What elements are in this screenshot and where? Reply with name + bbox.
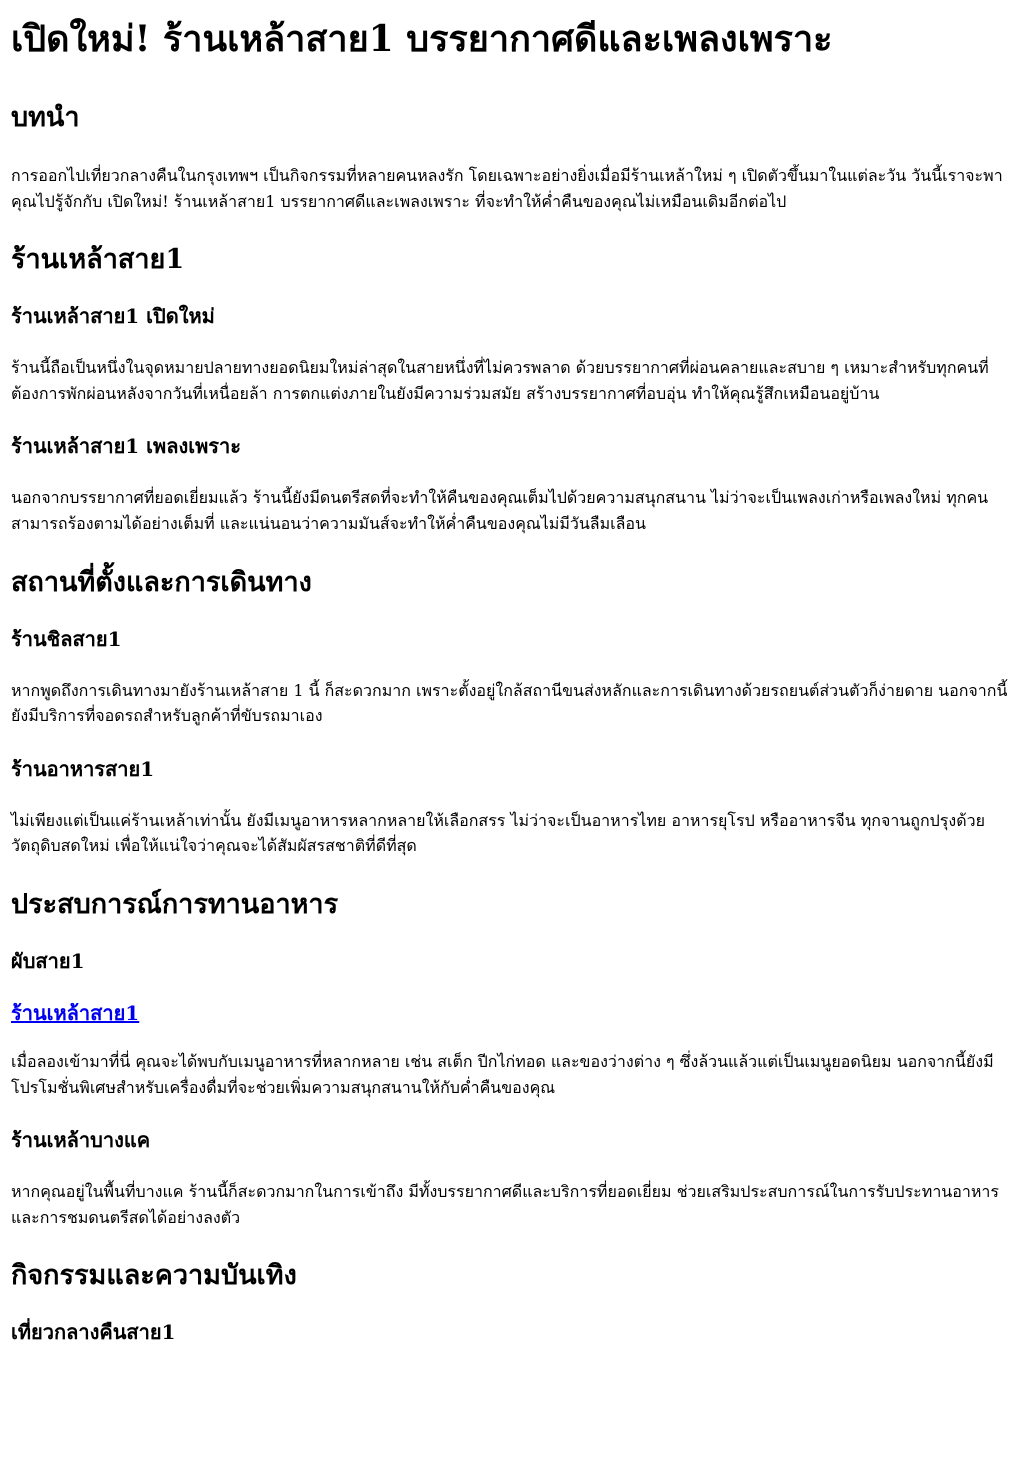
food-paragraph: ไม่เพียงแต่เป็นแค่ร้านเหล้าเท่านั้น ยังมีเมนูอาหารหลากหลายให้เลือกสรร ไม่ว่าจะเป็นอาหารไทย อาหารยุโรป หรืออาหารจีน ทุกจานถูกปรุงด้วยวัตถุดิบสดใหม่ เพื่อให้แน่ใจว่าคุณจะได้สัมผัสรสชาติที่ดีที่สุด	[11, 810, 985, 856]
pub-link-wrapper	[11, 999, 1014, 1027]
pub-paragraph: เมื่อลองเข้ามาที่นี่ คุณจะได้พบกับเมนูอาหารที่หลากหลาย เช่น สเต็ก ปีกไก่ทอด และของว่างต่าง ๆ ซึ่งล้วนแล้วแต่เป็นเมนูยอดนิยม นอกจากนี้ยังมีโปรโมชั่นพิเศษสำหรับเครื่องดื่มที่จะช่วยเพิ่มความสนุกสนานให้กับค่ำคืนของคุณ	[11, 1051, 994, 1097]
subheading-nightlife: เที่ยวกลางคืนสาย1	[11, 1320, 176, 1345]
chill-paragraph: หากพูดถึงการเดินทางมายังร้านเหล้าสาย 1 นี้ ก็สะดวกมาก เพราะตั้งอยู่ใกล้สถานีขนส่งหลักและการเดินทางด้วยรถยนต์ส่วนตัวก็ง่ายดาย นอกจากนี้ยังมีบริการที่จอดรถสำหรับลูกค้าที่ขับรถมาเอง	[11, 680, 1008, 726]
bar-link[interactable]: ร้านเหล้าสาย1	[11, 1000, 140, 1025]
subheading-bar-open: ร้านเหล้าสาย1 เปิดใหม่	[11, 304, 215, 329]
section-heading-location: สถานที่ตั้งและการเดินทาง	[11, 566, 312, 598]
section-heading-activities: กิจกรรมและความบันเทิง	[11, 1260, 297, 1292]
subheading-food: ร้านอาหารสาย1	[11, 756, 155, 781]
section-heading-dining: ประสบการณ์การทานอาหาร	[11, 888, 339, 920]
subheading-chill: ร้านชิลสาย1	[11, 626, 122, 651]
bangkhae-paragraph: หากคุณอยู่ในพื้นที่บางแค ร้านนี้ก็สะดวกมากในการเข้าถึง มีทั้งบรรยากาศดีและบริการที่ยอดเยี่ยม ช่วยเสริมประสบการณ์ในการรับประทานอาหารและการชมดนตรีสดได้อย่างลงตัว	[11, 1182, 999, 1227]
subheading-bar-music: ร้านเหล้าสาย1 เพลงเพราะ	[11, 434, 241, 459]
section-heading-intro: บทนำ	[11, 102, 80, 133]
bar-open-paragraph: ร้านนี้ถือเป็นหนึ่งในจุดหมายปลายทางยอดนิยมใหม่ล่าสุดในสายหนึ่งที่ไม่ควรพลาด ด้วยบรรยากาศที่ผ่อนคลายและสบาย ๆ เหมาะสำหรับทุกคนที่ต้องการพักผ่อนหลังจากวันที่เหนื่อยล้า การตกแต่งภายในยังมีความร่วมสมัย สร้างบรรยากาศที่อบอุ่น ทำให้คุณรู้สึกเหมือนอยู่บ้าน	[11, 358, 989, 403]
subheading-pub: ผับสาย1	[11, 948, 85, 973]
article	[0, 15, 1024, 1346]
intro-paragraph: การออกไปเที่ยวกลางคืนในกรุงเทพฯ เป็นกิจกรรมที่หลายคนหลงรัก โดยเฉพาะอย่างยิ่งเมื่อมีร้านเหล้าใหม่ ๆ เปิดตัวขึ้นมาในแต่ละวัน วันนี้เราจะพาคุณไปรู้จักกับ เปิดใหม่! ร้านเหล้าสาย1 บรรยากาศดีและเพลงเพราะ ที่จะทำให้ค่ำคืนของคุณไม่เหมือนเดิมอีกต่อไป	[11, 166, 1003, 211]
page-title: เปิดใหม่! ร้านเหล้าสาย1 บรรยากาศดีและเพลงเพราะ	[11, 18, 833, 60]
bar-music-paragraph: นอกจากบรรยากาศที่ยอดเยี่ยมแล้ว ร้านนี้ยังมีดนตรีสดที่จะทำให้คืนของคุณเต็มไปด้วยความสนุกสนาน ไม่ว่าจะเป็นเพลงเก่าหรือเพลงใหม่ ทุกคนสามารถร้องตามได้อย่างเต็มที่ และแน่นอนว่าความมันส์จะทำให้ค่ำคืนของคุณไม่มีวันลืมเลือน	[11, 488, 989, 533]
section-heading-bar: ร้านเหล้าสาย1	[11, 244, 185, 276]
subheading-bangkhae: ร้านเหล้าบางแค	[11, 1128, 151, 1153]
